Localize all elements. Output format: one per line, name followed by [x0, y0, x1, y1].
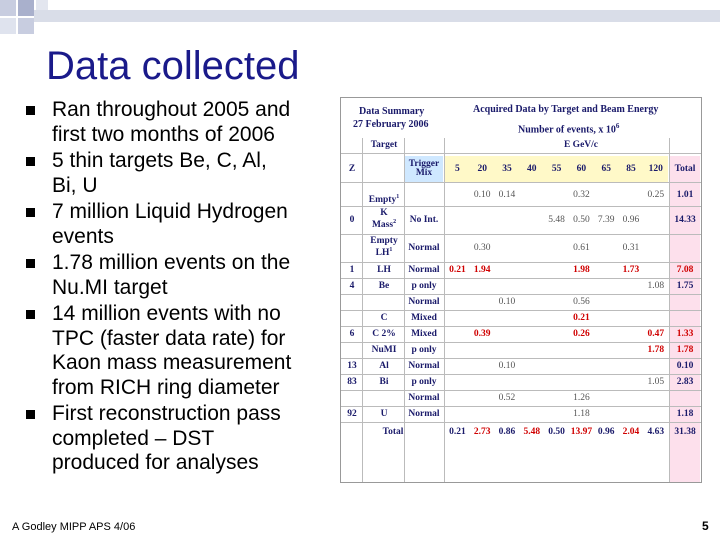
grand-total: 31.38 [674, 427, 696, 437]
row-value [544, 342, 569, 358]
acquired-title: Acquired Data by Target and Beam Energy [473, 104, 659, 115]
row-value [470, 294, 495, 310]
row-value [619, 342, 644, 358]
table-rule [341, 153, 701, 154]
row-total [670, 234, 700, 262]
row-value [445, 278, 470, 294]
energy-35: 35 [502, 164, 512, 174]
row-value: 1.73 [622, 265, 640, 275]
row-value: 0.21 [573, 313, 590, 323]
row-z: 13 [347, 361, 357, 371]
row-trigger: Normal [408, 409, 440, 419]
row-value [569, 278, 594, 294]
row-z: 4 [349, 281, 355, 291]
row-z [343, 390, 361, 406]
row-z [343, 310, 361, 326]
row-trigger: p only [411, 377, 437, 387]
bullet-square-icon [26, 259, 35, 268]
row-value [594, 390, 619, 406]
row-value: 0.10 [473, 190, 491, 200]
row-value [643, 406, 668, 422]
column-total: 13.97 [570, 427, 593, 437]
row-value: 0.39 [473, 329, 491, 339]
energy-40: 40 [527, 164, 537, 174]
row-value [495, 206, 520, 234]
row-target: LH [377, 265, 391, 275]
row-value [445, 406, 470, 422]
energy-120: 120 [648, 164, 663, 174]
row-target: Empty $LH^1$ [370, 236, 398, 259]
row-value [544, 326, 569, 342]
row-value [445, 206, 470, 234]
energy-85: 85 [626, 164, 636, 174]
row-value [544, 406, 569, 422]
row-total: 7.08 [676, 265, 694, 275]
row-trigger: Normal [408, 297, 440, 307]
row-value: 0.30 [473, 243, 491, 253]
energy-60: 60 [576, 164, 587, 174]
row-value [594, 310, 619, 326]
column-total: 0.50 [548, 427, 565, 437]
row-total [670, 390, 700, 406]
row-value [619, 374, 644, 390]
row-value: 1.18 [573, 409, 590, 419]
row-value [470, 310, 495, 326]
row-value [470, 406, 495, 422]
row-target-sup: 2 [393, 219, 397, 225]
row-trigger: p only [411, 281, 437, 291]
row-value: 0.25 [647, 190, 665, 200]
row-value [544, 262, 569, 278]
row-target: Al [379, 361, 389, 371]
row-value [519, 294, 544, 310]
row-value: 1.78 [647, 345, 665, 355]
row-value [643, 262, 668, 278]
row-value: 0.31 [622, 243, 640, 253]
bullet-item [18, 98, 338, 147]
row-value [445, 390, 470, 406]
table-rule [444, 138, 445, 482]
row-value [519, 184, 544, 206]
row-value [519, 358, 544, 374]
bullet-list [18, 98, 338, 478]
row-value [594, 358, 619, 374]
row-value [619, 326, 644, 342]
row-total: 14.33 [674, 215, 696, 225]
row-total: 2.83 [676, 377, 694, 387]
row-value [594, 374, 619, 390]
row-value: 0.50 [573, 215, 590, 225]
row-target: Be [378, 281, 390, 291]
row-trigger: Mixed [411, 329, 437, 339]
row-value [470, 358, 495, 374]
row-value [594, 326, 619, 342]
row-value [519, 310, 544, 326]
row-trigger: Normal [408, 393, 440, 403]
row-value: 1.05 [647, 377, 665, 387]
row-value [544, 294, 569, 310]
row-value [544, 278, 569, 294]
row-value: 1.98 [573, 265, 590, 275]
row-value: 1.08 [647, 281, 665, 291]
row-target: C 2% [372, 329, 396, 339]
bullet-square-icon [26, 106, 35, 115]
energy-55: 55 [551, 164, 562, 174]
row-target: Bi [379, 377, 389, 387]
row-total: 1.18 [676, 409, 694, 419]
row-value [594, 184, 619, 206]
row-value [445, 326, 470, 342]
row-value [569, 342, 594, 358]
row-trigger: No Int. [409, 215, 439, 225]
row-value [544, 358, 569, 374]
row-target [363, 294, 405, 310]
row-total: 1.33 [676, 329, 694, 339]
row-value [619, 184, 644, 206]
row-z [343, 184, 361, 206]
row-value: 0.47 [647, 329, 665, 339]
row-value [470, 374, 495, 390]
row-value: 1.26 [573, 393, 590, 403]
row-value [470, 390, 495, 406]
table-rule [404, 138, 405, 482]
row-value: 0.52 [498, 393, 516, 403]
bullet-square-icon [26, 310, 35, 319]
row-value: 0.10 [498, 297, 516, 307]
row-value [594, 294, 619, 310]
row-trigger: p only [411, 345, 437, 355]
row-value [519, 342, 544, 358]
row-value [519, 206, 544, 234]
bullet-text: 5 thin targets Be, C, Al, Bi, U [52, 149, 267, 197]
row-value [594, 278, 619, 294]
row-value [519, 406, 544, 422]
row-value [495, 262, 520, 278]
bullet-text: 1.78 million events on the Nu.MI target [52, 251, 291, 299]
row-value [643, 206, 668, 234]
row-trigger: Mixed [411, 313, 437, 323]
row-z: 0 [349, 215, 355, 225]
row-value [445, 234, 470, 262]
row-value [519, 374, 544, 390]
data-summary-table [340, 97, 702, 483]
column-total: 0.21 [449, 427, 466, 437]
row-value [495, 234, 520, 262]
row-value [445, 342, 470, 358]
row-trigger [405, 184, 443, 206]
row-target: U [380, 409, 388, 419]
events-unit [518, 122, 619, 135]
slide-title: Data collected [46, 44, 300, 88]
bullet-item [18, 251, 338, 300]
row-value: 0.56 [573, 297, 590, 307]
row-total: 1.78 [676, 345, 694, 355]
row-value [445, 294, 470, 310]
row-value [445, 310, 470, 326]
table-rule [341, 182, 701, 183]
column-total: 4.63 [647, 427, 665, 437]
row-value: 0.26 [573, 329, 590, 339]
column-total: 2.04 [622, 427, 640, 437]
events-unit-text: Number of events, x 10 [518, 124, 616, 136]
row-target: NuMI [371, 345, 397, 355]
row-total: 1.01 [676, 190, 694, 200]
row-z: 1 [349, 265, 355, 275]
row-value [544, 234, 569, 262]
bullet-text: Ran throughout 2005 and first two months of 2006 [52, 98, 291, 146]
bullet-item [18, 402, 338, 476]
row-z [343, 294, 361, 310]
row-value [495, 342, 520, 358]
row-trigger: Normal [408, 243, 440, 253]
row-z: 83 [347, 377, 357, 387]
energy-65: 65 [601, 164, 611, 174]
bullet-square-icon [26, 208, 35, 217]
row-trigger: Normal [408, 265, 440, 275]
row-value [544, 310, 569, 326]
row-value [594, 406, 619, 422]
row-value [643, 234, 668, 262]
row-value [519, 278, 544, 294]
row-value [643, 358, 668, 374]
row-value [445, 358, 470, 374]
target-header: Target [370, 140, 398, 150]
row-value: 7.39 [597, 215, 615, 225]
row-target-sup: 1 [389, 247, 393, 253]
column-total: 5.48 [523, 427, 541, 437]
row-value: 0.10 [498, 361, 516, 371]
row-value: 5.48 [548, 215, 565, 225]
summary-date: 27 February 2006 [353, 119, 429, 130]
row-value [594, 234, 619, 262]
row-value: 0.21 [449, 265, 466, 275]
row-value [544, 374, 569, 390]
column-total: 2.73 [473, 427, 491, 437]
row-value [619, 358, 644, 374]
bullet-text: 7 million Liquid Hydrogen events [52, 200, 288, 248]
events-unit-exponent: 6 [615, 122, 620, 130]
row-value [619, 406, 644, 422]
energy-20: 20 [477, 164, 487, 174]
row-value [569, 358, 594, 374]
bullet-text: 14 million events with no TPC (faster data rate) for Kaon mass measurement from RICH ring diameter [52, 302, 292, 399]
row-value [495, 278, 520, 294]
row-value [519, 326, 544, 342]
bullet-square-icon [26, 410, 35, 419]
row-value [470, 278, 495, 294]
row-value [519, 262, 544, 278]
row-value [594, 342, 619, 358]
bullet-text: First reconstruction pass completed – DST produced for analyses [52, 402, 281, 474]
row-value [594, 262, 619, 278]
row-target: K Mass$^2$ [371, 208, 397, 231]
row-value [495, 374, 520, 390]
column-total: 0.96 [597, 427, 615, 437]
row-value [445, 184, 470, 206]
row-z [343, 342, 361, 358]
column-total: 0.86 [498, 427, 516, 437]
energy-5: 5 [455, 164, 460, 174]
row-target [363, 390, 405, 406]
energy-header: E GeV/c [563, 140, 599, 150]
row-total [670, 310, 700, 326]
table-rule [669, 138, 670, 482]
row-target: C [380, 313, 388, 323]
page-number: 5 [702, 519, 709, 533]
title-bar-decoration [34, 10, 720, 22]
row-value [569, 374, 594, 390]
row-value: 0.96 [622, 215, 640, 225]
row-value [643, 294, 668, 310]
total-header: Total [674, 164, 696, 174]
row-value [619, 390, 644, 406]
row-value [495, 310, 520, 326]
row-value [619, 310, 644, 326]
row-value [643, 390, 668, 406]
row-value [495, 406, 520, 422]
row-value [519, 234, 544, 262]
row-value: 0.32 [573, 190, 590, 200]
row-value [544, 184, 569, 206]
row-z: 6 [349, 329, 355, 339]
row-value [445, 374, 470, 390]
row-trigger: Normal [408, 361, 440, 371]
row-total: 1.75 [676, 281, 694, 291]
row-z: 92 [347, 409, 357, 419]
row-target-sup: 1 [396, 194, 400, 200]
z-header: Z [348, 164, 356, 174]
table-rule [341, 422, 701, 423]
bullet-item [18, 200, 338, 249]
row-value: 0.61 [573, 243, 590, 253]
row-value [619, 278, 644, 294]
row-value [470, 206, 495, 234]
trigger-header: Trigger Mix [408, 159, 440, 178]
row-target: Empty$^1$ [368, 194, 400, 206]
footer-text: A Godley MIPP APS 4/06 [12, 521, 136, 533]
row-value [619, 294, 644, 310]
bullet-item [18, 302, 338, 400]
row-z [343, 234, 361, 262]
bullet-item [18, 149, 338, 198]
row-total: 0.10 [676, 361, 694, 371]
row-value [495, 326, 520, 342]
row-total [670, 294, 700, 310]
summary-title: Data Summary [359, 106, 425, 117]
row-value [643, 310, 668, 326]
row-value: 1.94 [473, 265, 491, 275]
bullet-square-icon [26, 157, 35, 166]
row-value: 0.14 [498, 190, 516, 200]
row-value [519, 390, 544, 406]
table-rule [362, 138, 363, 482]
total-label: Total [382, 427, 404, 437]
row-value [470, 342, 495, 358]
row-value [544, 390, 569, 406]
